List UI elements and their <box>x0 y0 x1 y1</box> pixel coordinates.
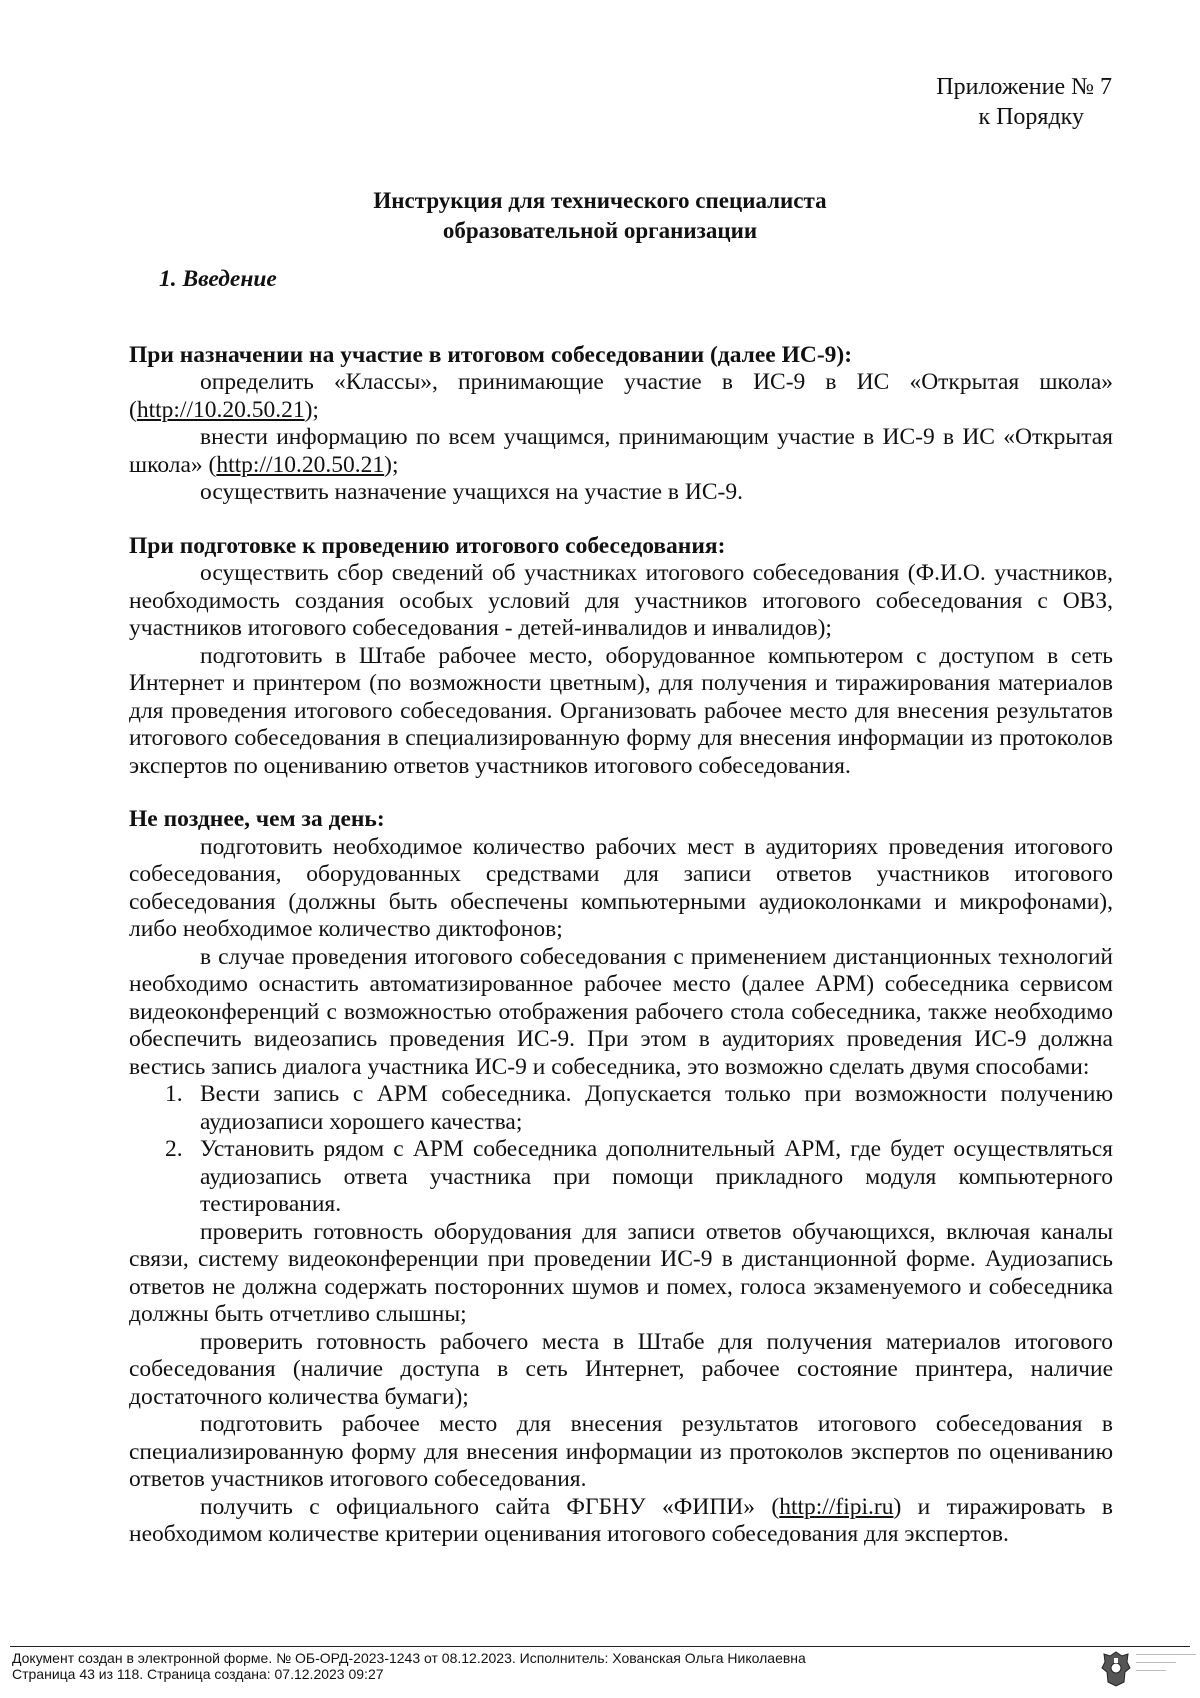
section-day-before-heading: Не позднее, чем за день: <box>129 806 385 832</box>
footer-page-info: Страница 43 из 118. Страница создана: 07.12.2023 09:27 <box>12 1666 384 1682</box>
open-school-link[interactable]: http://10.20.50.21 <box>136 396 305 423</box>
appendix-number: Приложение № 7 <box>936 74 1112 100</box>
coat-of-arms-icon <box>1100 1650 1132 1688</box>
paragraph: проверить готовность оборудования для записи ответов обучающихся, включая каналы связи, систему видеоконференции при проведении ИС-9 в дистанционной форме. Аудиозапись ответов не должна содержать посторонних шумов и помех, голоса экзаменуемого и собеседника должны быть отчетливо слышны; <box>129 1218 1113 1327</box>
section-assignment-heading: При назначении на участие в итоговом собеседовании (далее ИС-9): <box>129 341 853 368</box>
footer-divider <box>10 1646 1190 1647</box>
appendix-order: к Порядку <box>978 104 1084 130</box>
fipi-link[interactable]: http://fipi.ru <box>779 1493 894 1520</box>
paragraph: определить «Классы», принимающие участие в ИС-9 в ИС «Открытая школа» (http://10.20.50.21); <box>129 369 1113 423</box>
section-preparation-heading: При подготовке к проведению итогового собеседования: <box>129 532 726 559</box>
paragraph: осуществить сбор сведений об участниках итогового собеседования (Ф.И.О. участников, необходимость создания особых условий для участников итогового собеседования с ОВЗ, участников итогового собеседования - детей-инвалидов и инвалидов); <box>129 560 1113 641</box>
paragraph: получить с официального сайта ФГБНУ «ФИПИ» (http://fipi.ru) и тиражировать в необходимом количестве критерии оценивания итогового собеседования для экспертов. <box>129 1493 1113 1547</box>
document-body <box>129 266 1113 1549</box>
paragraph: подготовить в Штабе рабочее место, оборудованное компьютером с доступом в сеть Интернет и принтером (по возможности цветным), для получения и тиражирования материалов для проведения итогового собеседования. Организовать рабочее место для внесения результатов итогового собеседования в специализированную форму для внесения информации из протоколов экспертов по оцениванию ответов участников итогового собеседования. <box>129 642 1113 779</box>
section-intro-heading: 1. Введение <box>159 266 277 292</box>
footer-document-info: Документ создан в электронной форме. № ОБ-ОРД-2023-1243 от 08.12.2023. Исполнитель: Хованская Ольга Николаевна <box>12 1650 806 1666</box>
document-footer <box>12 1650 806 1682</box>
document-title <box>0 186 1200 246</box>
list-item: 1. Вести запись с АРМ собеседника. Допускается только при возможности получению аудиозаписи хорошего качества; <box>165 1081 1113 1135</box>
title-line-2: образовательной организации <box>442 218 758 243</box>
numbered-list <box>129 1081 1113 1219</box>
title-line-1: Инструкция для технического специалиста <box>373 188 827 213</box>
paragraph: проверить готовность рабочего места в Штабе для получения материалов итогового собеседования (наличие доступа в сеть Интернет, рабочее состояние принтера, наличие достаточного количества бумаги); <box>129 1328 1113 1410</box>
paragraph: внести информацию по всем учащимся, принимающим участие в ИС-9 в ИС «Открытая школа» (http://10.20.50.21); <box>129 424 1113 478</box>
paragraph: подготовить рабочее место для внесения результатов итогового собеседования в специализированную форму для внесения информации из протоколов экспертов по оцениванию ответов участников итогового собеседования. <box>129 1411 1113 1492</box>
appendix-reference <box>936 72 1112 132</box>
list-item: 2. Установить рядом с АРМ собеседника дополнительный АРМ, где будет осуществляться аудиозапись ответа участника при помощи прикладного модуля компьютерного тестирования. <box>165 1136 1113 1217</box>
paragraph: осуществить назначение учащихся на участие в ИС-9. <box>200 479 744 505</box>
open-school-link[interactable]: http://10.20.50.21 <box>216 451 385 478</box>
paragraph: в случае проведения итогового собеседования с применением дистанционных технологий необходимо оснастить автоматизированное рабочее место (далее АРМ) собеседника сервисом видеоконференций с возможностью отображения рабочего стола собеседника, также необходимо обеспечить видеозапись проведения ИС-9. При этом в аудиториях проведения ИС-9 должна вестись запись диалога участника ИС-9 и собеседника, это возможно сделать двумя способами: <box>129 943 1113 1080</box>
paragraph: подготовить необходимое количество рабочих мест в аудиториях проведения итогового собеседования, оборудованных средствами для записи ответов участников итогового собеседования (должны быть обеспечены компьютерными аудиоколонками и микрофонами), либо необходимое количество диктофонов; <box>129 833 1113 942</box>
seal-caption <box>1136 1652 1196 1674</box>
